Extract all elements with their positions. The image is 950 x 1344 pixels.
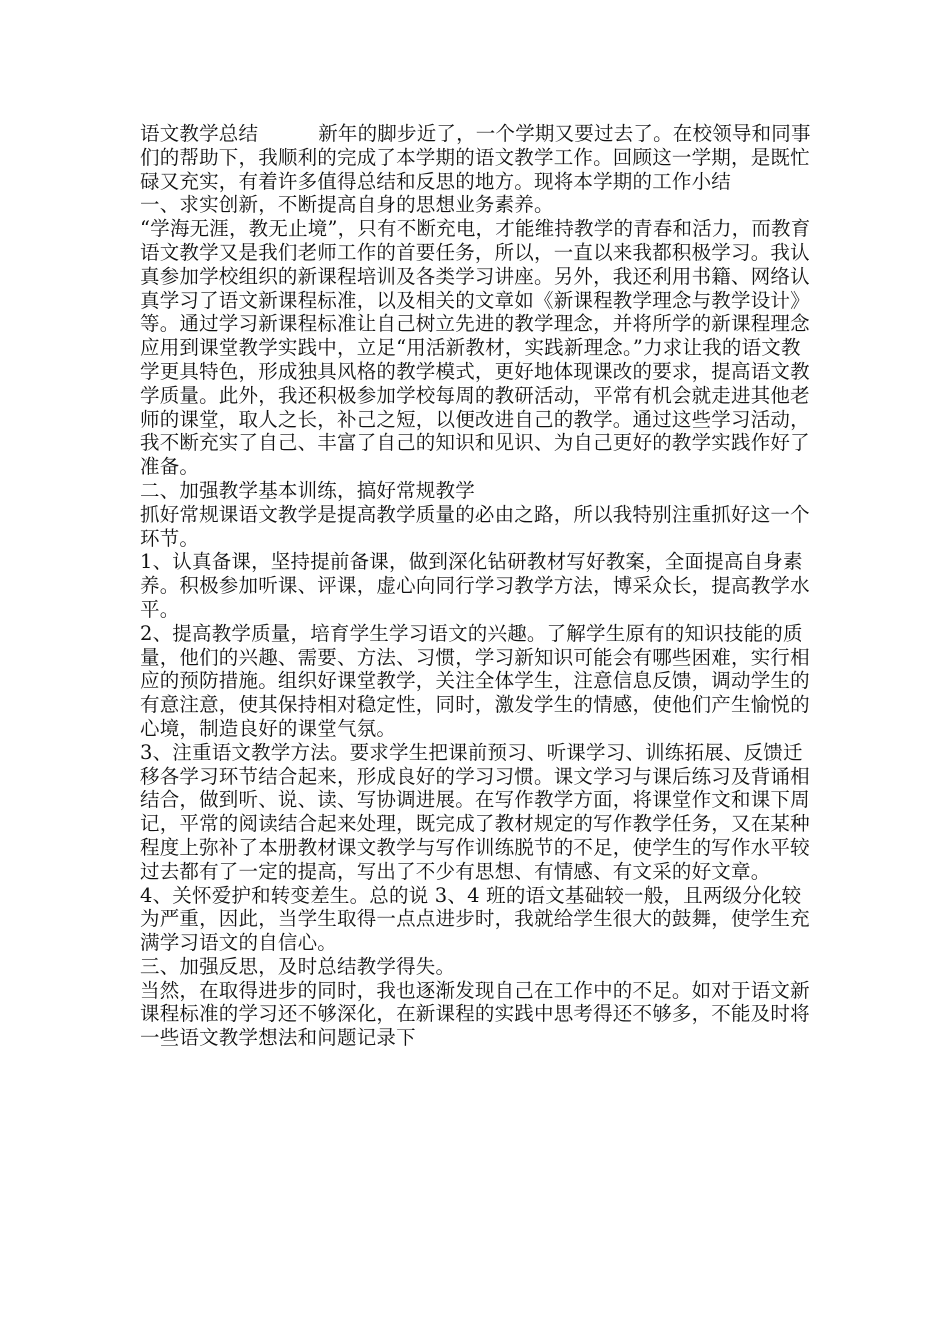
item-4-paragraph: 4、关怀爱护和转变差生。总的说 3、4 班的语文基础较一般，且两级分化较为严重，因此，当学生取得一点点进步时，我就给学生很大的鼓舞，使学生充满学习语文的自信心。 xyxy=(140,883,810,955)
document-title: 语文教学总结 xyxy=(140,122,259,145)
title-and-intro-paragraph xyxy=(140,122,820,193)
section-1-paragraph: “学海无涯，教无止境”，只有不断充电，才能维持教学的青春和活力，而教育语文教学又是我们老师工作的首要任务，所以，一直以来我都积极学习。我认真参加学校组织的新课程培训及各类学习讲座。另外，我还利用书籍、网络认真学习了语文新课程标准，以及相关的文章如《新课程教学理念与教学设计》等。通过学习新课程标准让自己树立先进的教学理念，并将所学的新课程理念应用到课堂教学实践中，立足“用活新教材，实践新理念。”力求让我的语文教学更具特色，形成独具风格的教学模式，更好地体现课改的要求，提高语文教学质量。此外，我还积极参加学校每周的教研活动，平常有机会就走进其他老师的课堂，取人之长，补己之短，以便改进自己的教学。通过这些学习活动，我不断充实了自己、丰富了自己的知识和见识、为自己更好的教学实践作好了准备。 xyxy=(140,217,811,479)
section-2-paragraph: 抓好常规课语文教学是提高教学质量的必由之路，所以我特别注重抓好这一个环节。 xyxy=(140,502,810,550)
intro-text: 新年的脚步近了，一个学期又要过去了。在校领导和同事们的帮助下，我顺利的完成了本学期的语文教学工作。回顾这一学期，是既忙碌又充实，有着许多值得总结和反思的地方。现将本学期的工作小结 xyxy=(140,122,811,193)
section-1-heading: 一、求实创新，不断提高自身的思想业务素养。 xyxy=(140,193,554,217)
section-2-heading: 二、加强教学基本训练，搞好常规教学 xyxy=(140,478,475,502)
section-3-paragraph: 当然，在取得进步的同时，我也逐渐发现自己在工作中的不足。如对于语文新课程标准的学习还不够深化，在新课程的实践中思考得还不够多，不能及时将一些语文教学想法和问题记录下 xyxy=(140,978,810,1050)
item-3-paragraph: 3、注重语文教学方法。要求学生把课前预习、听课学习、训练拓展、反馈迁移各学习环节结合起来，形成良好的学习习惯。课文学习与课后练习及背诵相结合，做到听、说、读、写协调进展。在写作教学方面，将课堂作文和课下周记，平常的阅读结合起来处理，既完成了教材规定的写作教学任务，又在某种程度上弥补了本册教材课文教学与写作训练脱节的不足，使学生的写作水平较过去都有了一定的提高，写出了不少有思想、有情感、有文采的好文章。 xyxy=(140,740,810,883)
item-2-paragraph: 2、提高教学质量，培育学生学习语文的兴趣。了解学生原有的知识技能的质量，他们的兴趣、需要、方法、习惯，学习新知识可能会有哪些困难，实行相应的预防措施。组织好课堂教学，关注全体学生，注意信息反馈，调动学生的有意注意，使其保持相对稳定性，同时，激发学生的情感，使他们产生愉悦的心境，制造良好的课堂气氛。 xyxy=(140,621,810,740)
document-body xyxy=(140,122,820,1050)
section-3-heading: 三、加强反思，及时总结教学得失。 xyxy=(140,954,456,978)
item-1-paragraph: 1、认真备课，坚持提前备课，做到深化钻研教材写好教案，全面提高自身素养。积极参加听课、评课，虚心向同行学习教学方法，博采众长，提高教学水平。 xyxy=(140,550,810,621)
